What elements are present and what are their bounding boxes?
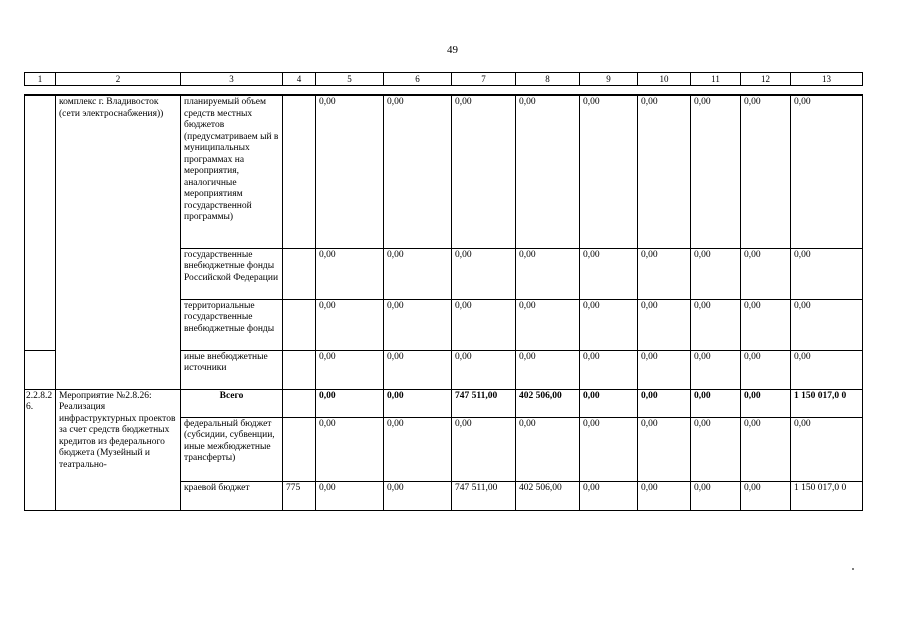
value-cell: 0,00 <box>452 417 516 481</box>
value-cell: 0,00 <box>316 389 384 417</box>
value-cell: 0,00 <box>638 389 691 417</box>
value-cell: 0,00 <box>638 417 691 481</box>
page-number: 49 <box>447 44 458 56</box>
value-cell: 402 506,00 <box>516 389 580 417</box>
value-cell: 0,00 <box>452 350 516 389</box>
funding-source-cell: иные внебюджетные источники <box>181 350 283 389</box>
code-cell <box>283 95 316 248</box>
value-cell: 747 511,00 <box>452 389 516 417</box>
value-cell: 0,00 <box>384 350 452 389</box>
column-header: 13 <box>791 73 863 86</box>
column-header: 11 <box>691 73 741 86</box>
value-cell: 1 150 017,0 0 <box>791 481 863 510</box>
value-cell: 0,00 <box>580 417 638 481</box>
code-cell <box>283 248 316 299</box>
value-cell: 0,00 <box>516 417 580 481</box>
value-cell: 0,00 <box>316 299 384 350</box>
value-cell: 0,00 <box>580 248 638 299</box>
value-cell: 0,00 <box>691 417 741 481</box>
value-cell: 0,00 <box>791 350 863 389</box>
value-cell: 0,00 <box>691 299 741 350</box>
value-cell: 0,00 <box>691 389 741 417</box>
funding-source-cell: Всего <box>181 389 283 417</box>
value-cell: 0,00 <box>580 299 638 350</box>
column-header: 12 <box>741 73 791 86</box>
value-cell: 0,00 <box>791 95 863 248</box>
value-cell: 402 506,00 <box>516 481 580 510</box>
column-header: 1 <box>25 73 56 86</box>
table-row <box>25 95 863 248</box>
code-cell <box>25 350 56 389</box>
measure-code-cell: 2.2.8.2 6. <box>25 389 56 510</box>
value-cell: 0,00 <box>791 299 863 350</box>
value-cell: 0,00 <box>638 248 691 299</box>
value-cell: 0,00 <box>691 95 741 248</box>
column-header: 4 <box>283 73 316 86</box>
value-cell: 0,00 <box>580 95 638 248</box>
value-cell: 0,00 <box>691 481 741 510</box>
value-cell: 0,00 <box>741 248 791 299</box>
value-cell: 0,00 <box>791 417 863 481</box>
funding-source-cell: территориальные государственные внебюджетные фонды <box>181 299 283 350</box>
value-cell: 0,00 <box>741 417 791 481</box>
value-cell: 0,00 <box>316 350 384 389</box>
column-header: 5 <box>316 73 384 86</box>
value-cell: 0,00 <box>384 389 452 417</box>
column-header-row <box>24 72 863 86</box>
value-cell: 0,00 <box>516 95 580 248</box>
value-cell: 0,00 <box>741 481 791 510</box>
value-cell: 0,00 <box>452 95 516 248</box>
value-cell: 0,00 <box>316 481 384 510</box>
value-cell: 0,00 <box>741 350 791 389</box>
scan-speck <box>852 568 854 570</box>
value-cell: 0,00 <box>384 248 452 299</box>
column-header: 2 <box>56 73 181 86</box>
value-cell: 0,00 <box>316 95 384 248</box>
value-cell: 0,00 <box>741 95 791 248</box>
value-cell: 0,00 <box>741 389 791 417</box>
value-cell: 0,00 <box>384 299 452 350</box>
column-header: 3 <box>181 73 283 86</box>
value-cell: 0,00 <box>691 350 741 389</box>
funding-source-cell: планируемый объем средств местных бюджетов (предусматриваем ый в муниципальных программах на мероприятия, аналогичные мероприятиям государственной программы) <box>181 95 283 248</box>
funding-source-cell: федеральный бюджет (субсидии, субвенции, иные межбюджетные трансферты) <box>181 417 283 481</box>
value-cell: 0,00 <box>638 299 691 350</box>
code-cell <box>283 417 316 481</box>
budget-table <box>24 94 863 511</box>
code-cell: 775 <box>283 481 316 510</box>
code-cell <box>25 95 56 350</box>
value-cell: 0,00 <box>638 95 691 248</box>
funding-source-cell: государственные внебюджетные фонды Российской Федерации <box>181 248 283 299</box>
value-cell: 747 511,00 <box>452 481 516 510</box>
value-cell: 0,00 <box>580 389 638 417</box>
value-cell: 0,00 <box>452 248 516 299</box>
value-cell: 0,00 <box>316 248 384 299</box>
column-header: 8 <box>516 73 580 86</box>
code-cell <box>283 389 316 417</box>
value-cell: 0,00 <box>384 481 452 510</box>
code-cell <box>283 350 316 389</box>
funding-source-cell: краевой бюджет <box>181 481 283 510</box>
value-cell: 0,00 <box>452 299 516 350</box>
code-cell <box>283 299 316 350</box>
value-cell: 0,00 <box>691 248 741 299</box>
value-cell: 0,00 <box>580 350 638 389</box>
column-header: 10 <box>638 73 691 86</box>
table-row <box>25 389 863 417</box>
value-cell: 0,00 <box>516 299 580 350</box>
value-cell: 0,00 <box>384 95 452 248</box>
project-name-cell: комплекс г. Владивосток (сети электроснабжения)) <box>56 95 181 389</box>
value-cell: 0,00 <box>791 248 863 299</box>
column-header: 7 <box>452 73 516 86</box>
measure-name-cell: Мероприятие №2.8.26: Реализация инфраструктурных проектов за счет средств бюджетных кредитов из федерального бюджета (Музейный и театрально- <box>56 389 181 510</box>
column-header: 6 <box>384 73 452 86</box>
column-header: 9 <box>580 73 638 86</box>
value-cell: 0,00 <box>316 417 384 481</box>
value-cell: 0,00 <box>580 481 638 510</box>
value-cell: 0,00 <box>384 417 452 481</box>
value-cell: 0,00 <box>638 350 691 389</box>
value-cell: 1 150 017,0 0 <box>791 389 863 417</box>
value-cell: 0,00 <box>516 350 580 389</box>
value-cell: 0,00 <box>741 299 791 350</box>
value-cell: 0,00 <box>516 248 580 299</box>
value-cell: 0,00 <box>638 481 691 510</box>
